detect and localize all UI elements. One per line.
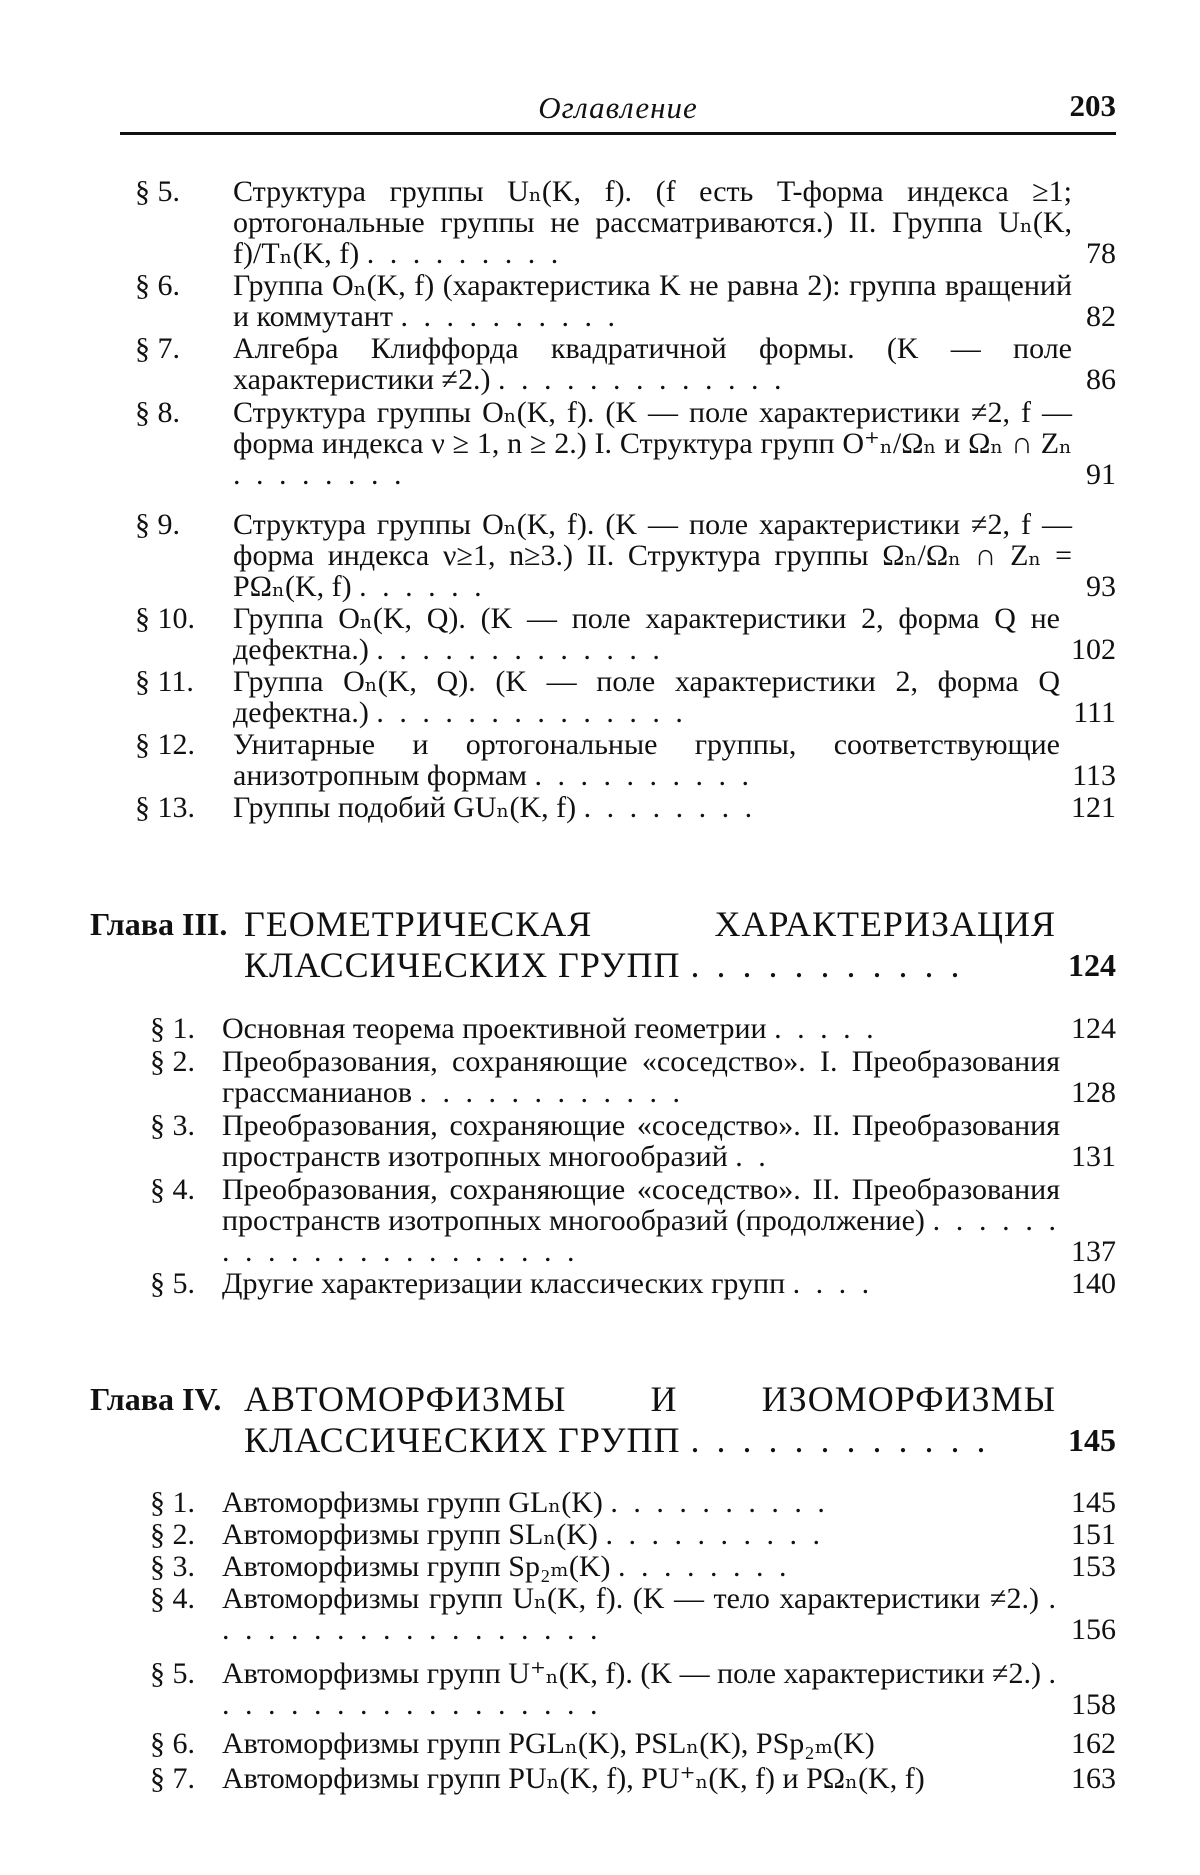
section-number: § 5. — [135, 175, 180, 208]
section-number: § 12. — [135, 728, 195, 761]
chapter-label: Глава IV. — [90, 1381, 222, 1417]
section-page: 113 — [1066, 760, 1116, 791]
toc-entry-ch2-s10 — [135, 603, 1116, 665]
section-title: Автоморфизмы групп SLₙ(K) — [222, 1518, 598, 1551]
toc-entry-ch3-s3 — [150, 1110, 1116, 1172]
leader-dots: . . . . . . . . . . . . . . . . . . — [222, 1582, 1060, 1646]
section-title: Другие характеризации классических групп — [222, 1267, 786, 1300]
toc-entry-ch2-s7 — [135, 333, 1116, 395]
section-page: 162 — [1065, 1728, 1116, 1759]
section-title: Структура группы Oₙ(K, f). (K — поле характеристики ≠2, f — форма индекса ν ≥ 1, n ≥ 2.) I. Структура групп O⁺ₙ/Ωₙ и Ωₙ ∩ Zₙ — [233, 396, 1072, 460]
chapter-title: ГЕОМЕТРИЧЕСКАЯ ХАРАКТЕРИЗАЦИЯ КЛАССИЧЕСКИХ ГРУПП — [244, 904, 1056, 985]
section-number: § 13. — [135, 791, 195, 824]
leader-dots: . . — [735, 1140, 770, 1173]
section-title: Преобразования, сохраняющие «соседство». I. Преобразования грассманианов — [222, 1045, 1060, 1109]
section-number: § 8. — [135, 396, 180, 429]
leader-dots: . . . . — [792, 1267, 874, 1300]
section-title: Группы подобий GUₙ(K, f) — [233, 791, 577, 824]
section-title: Автоморфизмы групп PGLₙ(K), PSLₙ(K), PSp₂ₘ(K) — [222, 1727, 875, 1760]
section-number: § 3. — [150, 1109, 195, 1142]
section-number: § 1. — [150, 1486, 195, 1519]
leader-dots: . . . . . . . . — [617, 1550, 791, 1583]
chapter-label: Глава III. — [90, 906, 228, 942]
section-page: 93 — [1080, 571, 1116, 602]
section-number: § 5. — [150, 1657, 195, 1690]
section-title: Группа Oₙ(K, f) (характеристика K не равна 2): группа вращений и коммутант — [233, 269, 1072, 333]
toc-entry-ch4-s5 — [150, 1658, 1116, 1720]
chapter-title: АВТОМОРФИЗМЫ И ИЗОМОРФИЗМЫ КЛАССИЧЕСКИХ ГРУПП — [244, 1379, 1056, 1460]
toc-entry-ch4-s2 — [150, 1519, 1116, 1550]
header-rule — [120, 132, 1116, 135]
section-page: 86 — [1080, 364, 1116, 395]
section-number: § 7. — [150, 1762, 195, 1795]
section-page: 128 — [1065, 1077, 1116, 1108]
chapter-4-heading — [90, 1379, 1116, 1461]
section-page: 111 — [1067, 697, 1116, 728]
leader-dots: . . . . . . . . . . — [610, 1486, 829, 1519]
section-number: § 4. — [150, 1582, 195, 1615]
toc-entry-ch2-s13 — [135, 792, 1116, 823]
section-title: Автоморфизмы групп PUₙ(K, f), PU⁺ₙ(K, f) и PΩₙ(K, f) — [222, 1762, 925, 1795]
section-page: 153 — [1065, 1551, 1116, 1582]
section-page: 78 — [1080, 238, 1116, 269]
chapter-3-heading — [90, 904, 1116, 986]
section-title: Группа Oₙ(K, Q). (K — поле характеристики 2, форма Q не дефектна.) — [233, 602, 1060, 666]
section-title: Унитарные и ортогональные группы, соответствующие анизотропным формам — [233, 728, 1060, 792]
section-number: § 3. — [150, 1550, 195, 1583]
section-number: § 5. — [150, 1267, 195, 1300]
leader-dots: . . . . . . . . . . . . . — [497, 363, 786, 396]
leader-dots: . . . . . . . . . . . . — [419, 1076, 684, 1109]
toc-entry-ch4-s6 — [150, 1728, 1116, 1759]
section-number: § 10. — [135, 602, 195, 635]
section-page: 140 — [1065, 1268, 1116, 1299]
leader-dots: . . . . . . . . . . . — [690, 945, 964, 985]
running-header — [120, 84, 1116, 128]
toc-entry-ch2-s11 — [135, 666, 1116, 728]
section-page: 121 — [1065, 792, 1116, 823]
section-title: Автоморфизмы групп Uₙ(K, f). (K — тело характеристики ≠2.) — [222, 1582, 1039, 1615]
toc-entry-ch2-s8 — [135, 397, 1116, 490]
section-title: Структура группы Oₙ(K, f). (K — поле характеристики ≠2, f — форма индекса ν≥1, n≥3.) II. Структура группы Ωₙ/Ωₙ ∩ Zₙ = PΩₙ(K, f) — [233, 508, 1072, 603]
section-number: § 11. — [135, 665, 194, 698]
section-number: § 4. — [150, 1173, 195, 1206]
leader-dots: . . . . . . . . — [233, 458, 406, 491]
section-title: Автоморфизмы групп U⁺ₙ(K, f). (K — поле характеристики ≠2.) — [222, 1657, 1041, 1690]
section-title: Преобразования, сохраняющие «соседство». II. Преобразования пространств изотропных многообразий — [222, 1109, 1060, 1173]
section-number: § 6. — [135, 269, 180, 302]
section-page: 124 — [1065, 1013, 1116, 1044]
leader-dots: . . . . . . . . . — [366, 237, 563, 270]
leader-dots: . . . . . — [774, 1012, 878, 1045]
section-title: Преобразования, сохраняющие «соседство». II. Преобразования пространств изотропных многообразий (продолжение) — [222, 1173, 1060, 1237]
section-number: § 2. — [150, 1518, 195, 1551]
section-title: Автоморфизмы групп Sp₂ₘ(K) — [222, 1550, 611, 1583]
toc-entry-ch2-s5 — [135, 176, 1116, 269]
leader-dots: . . . . . . . . . . . . . — [376, 633, 664, 666]
leader-dots: . . . . . . . . . . — [534, 759, 753, 792]
section-page: 91 — [1080, 459, 1116, 490]
section-page: 137 — [1065, 1236, 1116, 1267]
section-page: 163 — [1065, 1763, 1116, 1794]
section-page: 102 — [1065, 634, 1116, 665]
section-title: Основная теорема проективной геометрии — [222, 1012, 767, 1045]
section-title: Алгебра Клиффорда квадратичной формы. (K — поле характеристики ≠2.) — [233, 332, 1072, 396]
toc-entry-ch3-s1 — [150, 1013, 1116, 1044]
toc-entry-ch3-s4 — [150, 1174, 1116, 1267]
toc-entry-ch3-s2 — [150, 1046, 1116, 1108]
section-title: Структура группы Uₙ(K, f). (f есть T-форма индекса ≥1; ортогональные группы не рассматриваются.) II. Группа Uₙ(K, f)/Tₙ(K, f) — [233, 175, 1072, 270]
section-title: Автоморфизмы групп GLₙ(K) — [222, 1486, 603, 1519]
section-number: § 7. — [135, 332, 180, 365]
section-number: § 9. — [135, 508, 180, 541]
toc-entry-ch4-s3 — [150, 1551, 1116, 1582]
leader-dots: . . . . . . . . . . . . . . — [376, 696, 687, 729]
section-number: § 2. — [150, 1045, 195, 1078]
toc-entry-ch4-s4 — [150, 1583, 1116, 1645]
section-page: 82 — [1080, 301, 1116, 332]
leader-dots: . . . . . . . . — [583, 791, 757, 824]
section-title: Группа Oₙ(K, Q). (K — поле характеристики 2, форма Q дефектна.) — [233, 665, 1060, 729]
section-number: § 1. — [150, 1012, 195, 1045]
running-title: Оглавление — [538, 90, 698, 125]
toc-entry-ch2-s6 — [135, 270, 1116, 332]
leader-dots: . . . . . . . . . . — [400, 300, 619, 333]
leader-dots: . . . . . . . . . . . . . . . . . . — [222, 1657, 1061, 1721]
chapter-page: 145 — [1062, 1420, 1116, 1461]
toc-entry-ch4-s1 — [150, 1487, 1116, 1518]
section-page: 156 — [1065, 1614, 1116, 1645]
toc-entry-ch4-s7 — [150, 1763, 1116, 1794]
section-number: § 6. — [150, 1727, 195, 1760]
toc-entry-ch3-s5 — [150, 1268, 1116, 1299]
toc-entry-ch2-s9 — [120, 509, 1116, 602]
page-number: 203 — [1069, 88, 1116, 123]
section-page: 151 — [1065, 1519, 1116, 1550]
leader-dots: . . . . . . — [359, 570, 486, 603]
section-page: 145 — [1065, 1487, 1116, 1518]
section-page: 158 — [1065, 1689, 1116, 1720]
section-page: 131 — [1065, 1141, 1116, 1172]
chapter-page: 124 — [1062, 945, 1116, 986]
leader-dots: . . . . . . . . . . . . . . . . . . . . . . — [222, 1204, 1061, 1268]
leader-dots: . . . . . . . . . . . . — [690, 1420, 990, 1460]
toc-entry-ch2-s12 — [135, 729, 1116, 791]
leader-dots: . . . . . . . . . . — [605, 1518, 824, 1551]
